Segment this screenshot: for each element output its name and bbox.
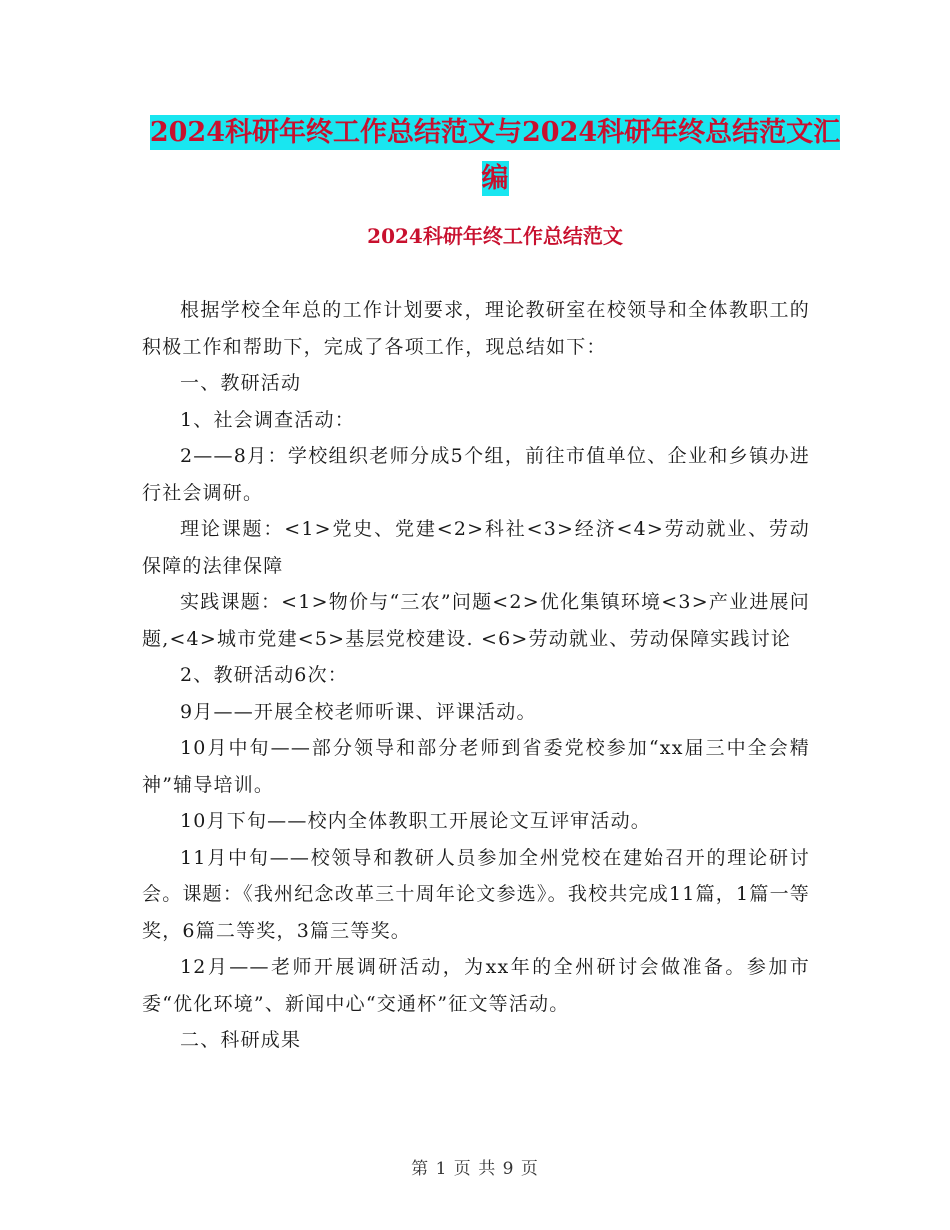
document-title: [140, 110, 850, 202]
paragraph: 2——8月：学校组织老师分成5个组，前往市值单位、企业和乡镇办进行社会调研。: [142, 445, 810, 504]
paragraph: 10月下旬——校内全体教职工开展论文互评审活动。: [180, 810, 651, 832]
page-footer: 第 1 页 共 9 页: [411, 1159, 539, 1179]
document-body: [142, 292, 810, 1059]
paragraph: 10月中旬——部分领导和部分老师到省委党校参加“xx届三中全会精神”辅导培训。: [142, 737, 810, 796]
paragraph: 11月中旬——校领导和教研人员参加全州党校在建始召开的理论研讨会。课题：《我州纪念改革三十周年论文参选》。我校共完成11篇，1篇一等奖，6篇二等奖，3篇三等奖。: [142, 846, 810, 942]
paragraph: 根据学校全年总的工作计划要求，理论教研室在校领导和全体教职工的积极工作和帮助下，完成了各项工作，现总结如下：: [142, 299, 810, 358]
section-title: 2024科研年终工作总结范文: [367, 224, 623, 248]
paragraph: 二、科研成果: [180, 1029, 302, 1051]
paragraph: 理论课题：<1>党史、党建<2>科社<3>经济<4>劳动就业、劳动保障的法律保障: [142, 518, 810, 577]
paragraph: 实践课题：<1>物价与“三农”问题<2>优化集镇环境<3>产业进展问题,<4>城市党建<5>基层党校建设. <6>劳动就业、劳动保障实践讨论: [142, 591, 810, 650]
paragraph: 2、教研活动6次：: [180, 664, 348, 686]
paragraph: 9月——开展全校老师听课、评课活动。: [180, 700, 537, 723]
document-title-text: 2024科研年终工作总结范文与2024科研年终总结范文汇编: [149, 117, 841, 194]
paragraph: 12月——老师开展调研活动，为xx年的全州研讨会做准备。参加市委“优化环境”、新闻中心“交通杯”征文等活动。: [142, 956, 810, 1015]
paragraph: 1、社会调查活动：: [180, 408, 355, 431]
paragraph: 一、教研活动: [180, 372, 302, 394]
